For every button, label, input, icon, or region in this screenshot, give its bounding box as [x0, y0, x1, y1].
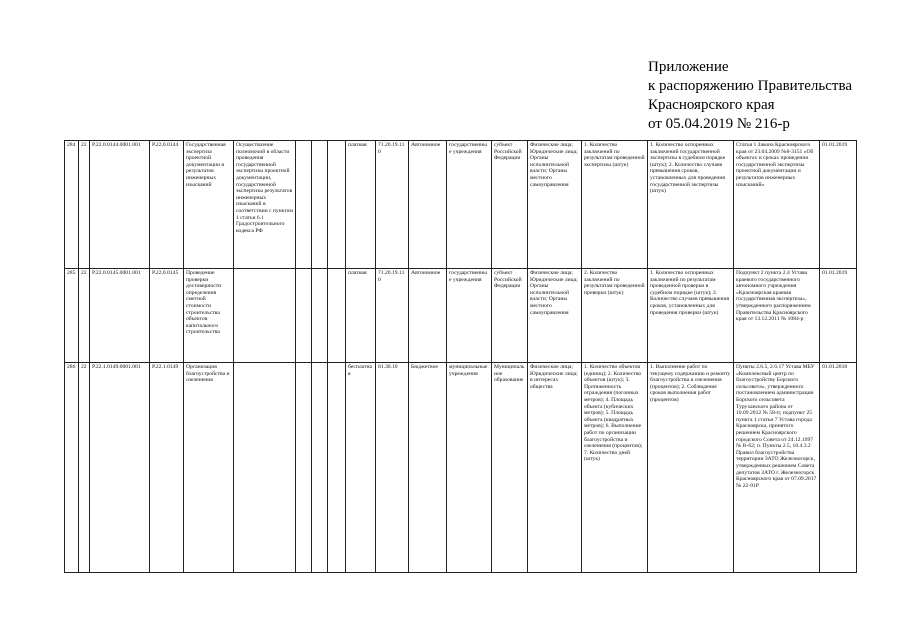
empty-cell [328, 363, 346, 573]
row-number: 284 [65, 141, 79, 269]
section-code: 22 [79, 363, 90, 573]
effective-date: 01.01.2018 [820, 363, 857, 573]
founder: Муниципальное образование [492, 363, 528, 573]
header-line-3: Красноярского края [648, 97, 775, 113]
empty-cell [296, 269, 312, 363]
volume-indicators: 1. Количество объектов (единиц); 2. Количество объектов (штук); 3. Протяженность ограждения (погонных метров); 4. Площадь объекта (кубических метров); 5. Площадь объекта (квадратных метров); 6. Выполнение работ по организации благоустройства и озеленения (процентов); 7. Количество дней (штук) [582, 363, 648, 573]
founder: субъект Российской Федерации [492, 269, 528, 363]
service-code: P.22.0.0144 [150, 141, 184, 269]
payment-type: платная [346, 141, 376, 269]
service-code: P.22.1.0149 [150, 363, 184, 573]
legal-basis: Пункты 2.6.5, 2.6.17 Устава МБУ «Комплексный центр по благоустройству Борского сельсовета», утвержденного постановлением администрации Борского сельсовета Туруханского района от 10.09.2012 № 58-п; подпункт 25 пункта 1 статьи 7 Устава города Красноярска, принятого решением Красноярского городского Совета от 24.12.1997 № В-62; п. Пункты 2.5, 10.4.3.2 Правил благоустройства территории ЗАТО Железногорск, утвержденных решением Совета депутатов ЗАТО г. Железногорск Красноярского края от 07.09.2017 № 22-91Р [734, 363, 820, 573]
empty-cell [296, 363, 312, 573]
empty-cell [328, 141, 346, 269]
institution-type: Автономное [409, 141, 447, 269]
service-code: P.22.0.0145 [150, 269, 184, 363]
empty-cell [312, 141, 328, 269]
registry-code: P.22.0.0144.0001.001 [90, 141, 150, 269]
registry-code: P.22.0.0145.0001.001 [90, 269, 150, 363]
table-row [65, 141, 857, 269]
empty-cell [328, 269, 346, 363]
empty-cell [312, 363, 328, 573]
payment-type: платная [346, 269, 376, 363]
institution-type: Бюджетное [409, 363, 447, 573]
legal-basis: Подпункт 2 пункта 2.4 Устава краевого государственного автономного учреждения «Красноярская краевая государственная экспертиза», утвержденного распоряжением Правительства Красноярского края от 13.12.2011 № 1084-р [734, 269, 820, 363]
section-code: 22 [79, 141, 90, 269]
service-content [234, 363, 296, 573]
service-content: Осуществление полномочий в области проведения государственной экспертизы проектной документации, государственной экспертизы результатов инженерных изысканий в соответствии с пунктом 1 статьи 6.1 Градостроительного кодекса РФ [234, 141, 296, 269]
header-line-1: Приложение [648, 59, 729, 75]
header-line-4: от 05.04.2019 № 216-р [648, 116, 790, 132]
institution-type: Автономное [409, 269, 447, 363]
okved-code: 81.30.10 [376, 363, 409, 573]
empty-cell [312, 269, 328, 363]
quality-indicators: 1. Количество оспоренных заключений по результатам проведенной проверки в судебном порядке (штук); 2. Количество случаев превышения сроков, установленных для проведения проверки (штук) [648, 269, 734, 363]
founder: субъект Российской Федерации [492, 141, 528, 269]
quality-indicators: 1. Выполнение работ по текущему содержанию и ремонту благоустройства и озеленения (процентов); 2. Соблюдение сроков выполнения работ (процентов) [648, 363, 734, 573]
consumers: Физические лица; Юридические лица; в интересах общества [528, 363, 582, 573]
institution-kind: государственные учреждения [447, 141, 492, 269]
table-row [65, 363, 857, 573]
institution-kind: муниципальные учреждения [447, 363, 492, 573]
volume-indicators: 1. Количество заключений по результатам проведенной экспертизы (штук) [582, 141, 648, 269]
consumers: Физические лица; Юридические лица; Органы исполнительной власти; Органы местного самоуправления [528, 141, 582, 269]
service-content [234, 269, 296, 363]
registry-table [64, 140, 857, 573]
volume-indicators: 2. Количество заключений по результатам проведенной проверки (штук) [582, 269, 648, 363]
table-row [65, 269, 857, 363]
institution-kind: государственные учреждения [447, 269, 492, 363]
registry-body [65, 141, 857, 573]
section-code: 22 [79, 269, 90, 363]
header-line-2: к распоряжению Правительства [648, 78, 853, 94]
service-name: Организация благоустройства и озеленения [184, 363, 234, 573]
payment-type: бесплатная [346, 363, 376, 573]
service-name: Проведение проверки достоверности определения сметной стоимости строительства объектов капитального строительства [184, 269, 234, 363]
effective-date: 01.01.2019 [820, 269, 857, 363]
document-header [648, 58, 852, 134]
empty-cell [296, 141, 312, 269]
effective-date: 01.01.2019 [820, 141, 857, 269]
legal-basis: Статья 1 Закона Красноярского края от 23.04.2009 №8-3151 «Об объектах и сроках проведения государственной экспертизы проектной документации и результатов инженерных изысканий» [734, 141, 820, 269]
quality-indicators: 1. Количество оспоренных заключений государственной экспертизы в судебном порядке (штук); 2. Количество случаев превышения сроков, установленных для проведения государственной экспертизы (штук) [648, 141, 734, 269]
row-number: 285 [65, 269, 79, 363]
service-name: Государственная экспертиза проектной документации и результатов инженерных изысканий [184, 141, 234, 269]
registry-code: P.22.1.0149.0001.001 [90, 363, 150, 573]
row-number: 286 [65, 363, 79, 573]
consumers: Физические лица; Юридические лица; Органы исполнительной власти; Органы местного самоуправления [528, 269, 582, 363]
okved-code: 71.20.19.110 [376, 141, 409, 269]
okved-code: 71.20.19.110 [376, 269, 409, 363]
